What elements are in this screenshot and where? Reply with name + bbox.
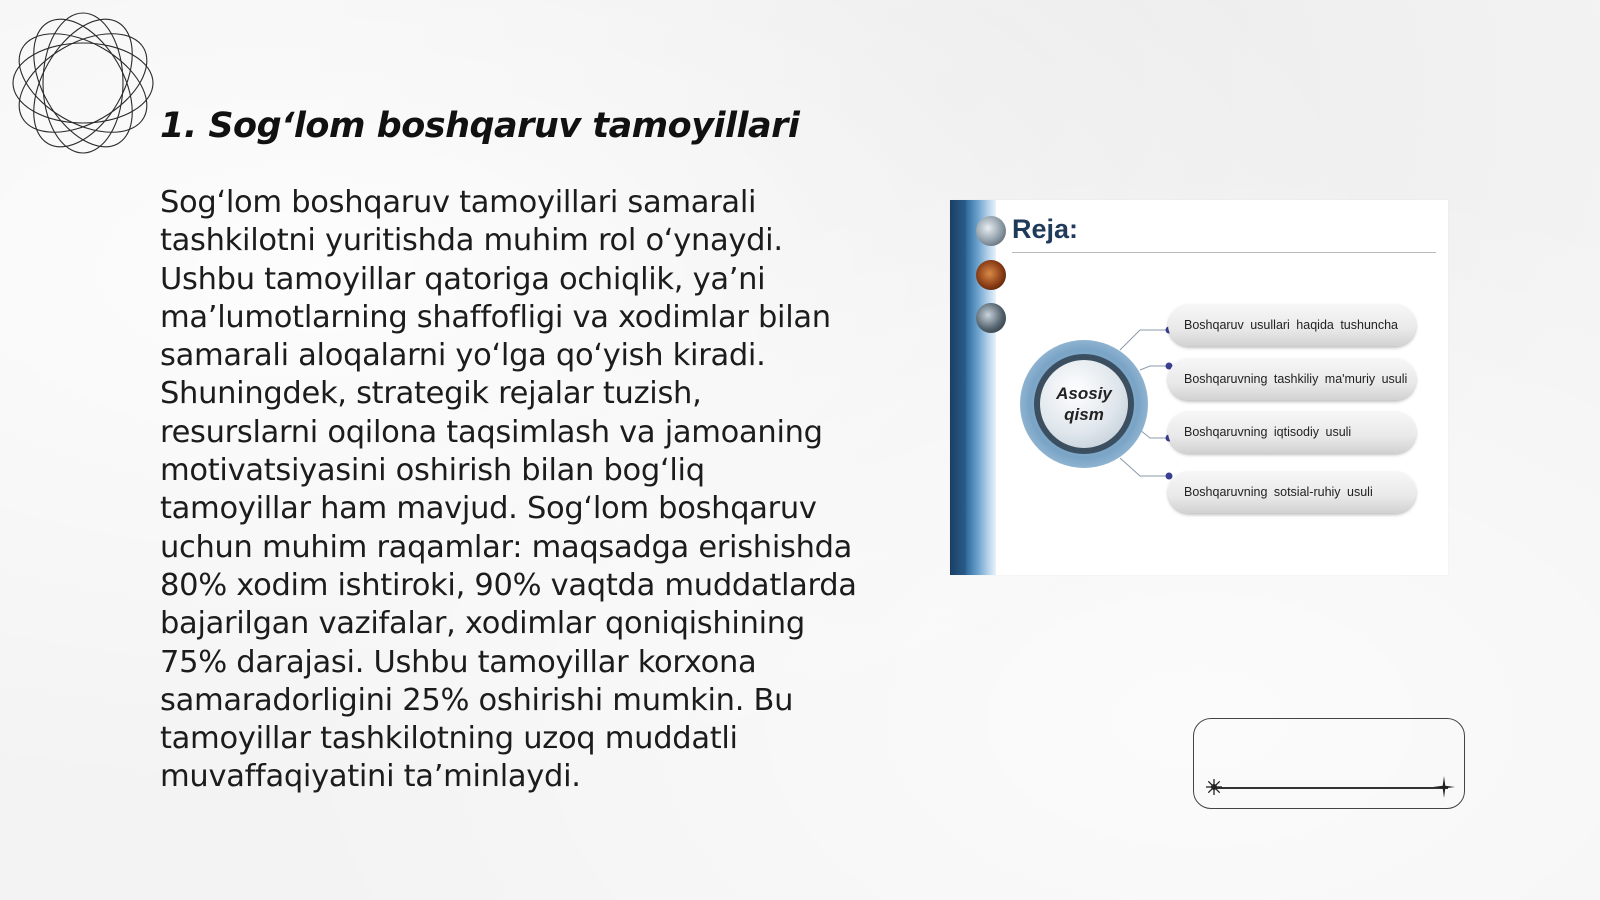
main-part-hub	[1020, 340, 1148, 468]
plan-diagram-image	[950, 200, 1448, 575]
hub-label-line: Asosiy	[1056, 384, 1112, 403]
sparkle-star-icon	[1432, 775, 1456, 799]
plan-item: Boshqaruvning sotsial-ruhiy usuli	[1168, 471, 1416, 513]
timeline-decoration	[1193, 718, 1465, 809]
hub-label	[1034, 354, 1134, 454]
plan-item: Boshqaruv usullari haqida tushuncha	[1168, 304, 1416, 346]
plan-item: Boshqaruvning tashkiliy ma'muriy usuli	[1168, 358, 1416, 400]
timeline-line	[1212, 787, 1448, 789]
plan-item: Boshqaruvning iqtisodiy usuli	[1168, 411, 1416, 453]
body-paragraph: Sog‘lom boshqaruv tamoyillari samarali tashkilotni yuritishda muhim rol o‘ynaydi. Ushbu tamoyillar qatoriga ochiqlik, ya’ni ma’lumotlarning shaffofligi va xodimlar bilan samarali aloqalarni yo‘lga qo‘yish kiradi. Shuningdek, strategik rejalar tuzish, resurslarni oqilona taqsimlash va jamoaning motivatsiyasini oshirish bilan bog‘liq tamoyillar ham mavjud. Sog‘lom boshqaruv uchun muhim raqamlar: maqsadga erishishda 80% xodim ishtiroki, 90% vaqtda muddatlarda bajarilgan vazifalar, xodimlar qoniqishining 75% darajasi. Ushbu tamoyillar korxona samaradorligini 25% oshirishi mumkin. Bu tamoyillar tashkilotning uzoq muddatli muvaffaqiyatini ta’minlaydi.	[160, 185, 857, 795]
slide-title: 1. Sog‘lom boshqaruv tamoyillari	[160, 106, 800, 146]
hub-label-line: qism	[1064, 405, 1104, 424]
sunburst-icon	[1204, 777, 1224, 797]
interlocking-rings-icon	[10, 10, 156, 156]
plan-title: Reja:	[1012, 214, 1079, 244]
